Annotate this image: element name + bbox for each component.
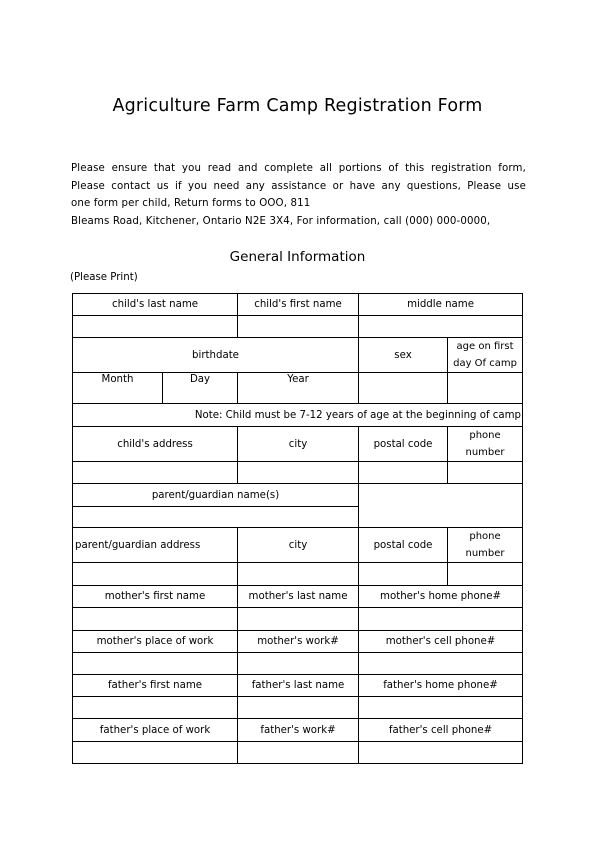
- father-first-name-field[interactable]: [73, 697, 238, 719]
- age-note: Note: Child must be 7-12 years of age at the beginning of camp: [73, 404, 523, 427]
- mother-last-name-label: mother's last name: [238, 586, 359, 608]
- parent-phone-label: [448, 528, 523, 563]
- year-label: Year: [287, 374, 309, 385]
- father-work-phone-field[interactable]: [238, 742, 359, 764]
- age-first-day-label: [448, 338, 523, 373]
- father-home-phone-label: father's home phone#: [359, 675, 523, 697]
- print-note: (Please Print): [70, 272, 138, 283]
- father-last-name-label: father's last name: [238, 675, 359, 697]
- child-city-field[interactable]: [238, 462, 359, 484]
- age-field[interactable]: [448, 373, 523, 404]
- phone-label-line: phone: [469, 531, 501, 542]
- parent-postal-code-field[interactable]: [359, 563, 448, 586]
- child-last-name-field[interactable]: [73, 316, 238, 338]
- mother-work-place-field[interactable]: [73, 653, 238, 675]
- registration-table: [72, 293, 523, 764]
- birthdate-label: birthdate: [73, 338, 359, 373]
- mother-cell-phone-field[interactable]: [359, 653, 523, 675]
- intro-paragraph: [71, 160, 526, 230]
- phone-label-line: number: [465, 447, 505, 458]
- child-address-label: child's address: [73, 427, 238, 462]
- middle-name-field[interactable]: [359, 316, 523, 338]
- father-cell-phone-field[interactable]: [359, 742, 523, 764]
- intro-line: Please contact us if you need any assistance or have any questions, Please use: [71, 180, 526, 192]
- father-last-name-field[interactable]: [238, 697, 359, 719]
- birth-month-field[interactable]: [73, 373, 163, 404]
- mother-home-phone-label: mother's home phone#: [359, 586, 523, 608]
- phone-label-line: number: [465, 548, 505, 559]
- mother-home-phone-field[interactable]: [359, 608, 523, 631]
- middle-name-label: middle name: [359, 294, 523, 316]
- parent-name-field[interactable]: [73, 507, 359, 528]
- form-title: Agriculture Farm Camp Registration Form: [112, 96, 483, 116]
- intro-line: one form per child, Return forms to OOO, 811: [71, 198, 311, 210]
- sex-field[interactable]: [359, 373, 448, 404]
- mother-first-name-field[interactable]: [73, 608, 238, 631]
- mother-last-name-field[interactable]: [238, 608, 359, 631]
- father-cell-phone-label: father's cell phone#: [359, 719, 523, 742]
- child-postal-code-field[interactable]: [359, 462, 448, 484]
- parent-name-side-cell: [359, 484, 523, 528]
- child-city-label: city: [238, 427, 359, 462]
- mother-first-name-label: mother's first name: [73, 586, 238, 608]
- father-home-phone-field[interactable]: [359, 697, 523, 719]
- parent-city-field[interactable]: [238, 563, 359, 586]
- month-label: Month: [101, 374, 134, 385]
- mother-cell-phone-label: mother's cell phone#: [359, 631, 523, 653]
- parent-name-label: parent/guardian name(s): [73, 484, 359, 507]
- parent-postal-code-label: postal code: [359, 528, 448, 563]
- age-first-day-line: day Of camp: [453, 358, 517, 369]
- mother-work-place-label: mother's place of work: [73, 631, 238, 653]
- child-first-name-label: child's first name: [238, 294, 359, 316]
- birth-day-field[interactable]: [163, 373, 238, 404]
- mother-work-phone-label: mother's work#: [238, 631, 359, 653]
- child-postal-code-label: postal code: [359, 427, 448, 462]
- child-phone-field[interactable]: [448, 462, 523, 484]
- child-first-name-field[interactable]: [238, 316, 359, 338]
- parent-address-label: parent/guardian address: [73, 528, 238, 563]
- child-address-field[interactable]: [73, 462, 238, 484]
- father-work-place-field[interactable]: [73, 742, 238, 764]
- parent-city-label: city: [238, 528, 359, 563]
- father-work-place-label: father's place of work: [73, 719, 238, 742]
- sex-label: sex: [359, 338, 448, 373]
- child-last-name-label: child's last name: [73, 294, 238, 316]
- phone-label-line: phone: [469, 430, 501, 441]
- father-work-phone-label: father's work#: [238, 719, 359, 742]
- section-title: General Information: [229, 249, 366, 265]
- parent-phone-field[interactable]: [448, 563, 523, 586]
- intro-line: Please ensure that you read and complete all portions of this registration form,: [71, 163, 526, 174]
- mother-work-phone-field[interactable]: [238, 653, 359, 675]
- father-first-name-label: father's first name: [73, 675, 238, 697]
- intro-line: Bleams Road, Kitchener, Ontario N2E 3X4, For information, call (000) 000-0000,: [71, 215, 491, 227]
- parent-address-field[interactable]: [73, 563, 238, 586]
- child-phone-label: [448, 427, 523, 462]
- birth-year-field[interactable]: [238, 373, 359, 404]
- age-first-day-line: age on first: [456, 341, 514, 352]
- day-label: Day: [189, 374, 211, 385]
